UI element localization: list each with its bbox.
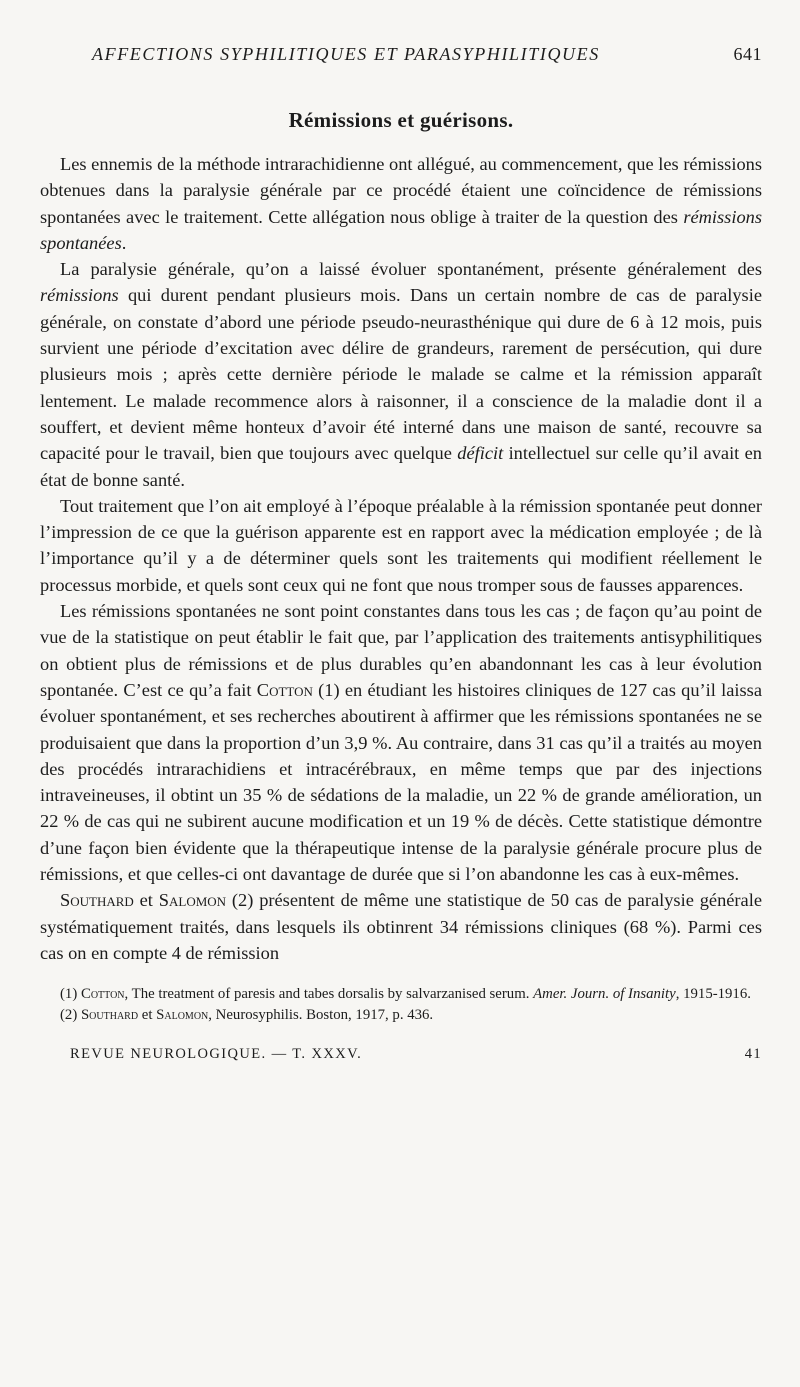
paragraph-2-emphasis-1: rémissions: [40, 285, 119, 306]
footnote-2: [40, 1005, 762, 1026]
paragraph-5: [40, 887, 762, 966]
paragraph-4: [40, 598, 762, 887]
section-title: Rémissions et guérisons.: [288, 108, 514, 132]
paragraph-4-text-a: Les rémissions spontanées ne sont point constantes dans tous les cas ; de façon qu’au point de vue de la statistique on peut établir le fait que, par l’application des traitements antisyphilitiques on obtient plus de rémissions et de plus durables qu’en abandonnant les cas à leur évolution spontanée. C’est ce qu’a fait: [40, 601, 762, 700]
author-southard: Southard: [60, 890, 134, 911]
paragraph-2-text-a: La paralysie générale, qu’on a laissé évoluer spontanément, présente généralement des: [60, 259, 762, 280]
footnote-2-author-1: Southard: [80, 1007, 139, 1024]
page-number: 641: [733, 44, 762, 64]
paragraph-1-text-b: .: [121, 232, 127, 253]
paragraph-5-text-a: et: [133, 890, 159, 911]
running-title: AFFECTIONS SYPHILITIQUES ET PARASYPHILITIQUES: [92, 44, 600, 64]
footnote-1-journal: Amer. Journ. of Insanity: [533, 986, 676, 1003]
footnotes: [40, 984, 762, 1026]
paragraph-3: Tout traitement que l’on ait employé à l’époque préalable à la rémission spontanée peut donner l’impression de ce que la guérison apparente est en rapport avec la médication employée ; de là l’importance qu’il y a de déterminer quels sont les traitements qui modifient réellement le processus morbide, et quels sont ceux qui ne font que nous tromper sous de fausses apparences.: [40, 495, 762, 595]
paragraph-1-text-a: Les ennemis de la méthode intrarachidienne ont allégué, au commencement, que les rémissions obtenues dans la paralysie générale par ce procédé étaient une coïncidence de rémissions spontanées avec le traitement. Cette allégation nous oblige à traiter de la question des: [40, 154, 762, 227]
footnote-1-author: Cotton: [80, 986, 125, 1003]
footnote-2-author-2: Salomon: [156, 1007, 209, 1024]
journal-footer: REVUE NEUROLOGIQUE. — T. XXXV.: [70, 1046, 363, 1063]
paragraph-2-emphasis-2: déficit: [457, 443, 504, 464]
paragraph-4-text-b: (1) en étudiant les histoires cliniques de 127 cas qu’il laissa évoluer spontanément, et ses recherches aboutirent à affirmer que les rémissions spontanées ne se produisaient que dans la proportion d’un 3,9 %. Au contraire, dans 31 cas qu’il a traités au moyen des procédés intrarachidiens et intracérébraux, en même temps que par des injections intraveineuses, il obtint un 35 % de sédations de la maladie, un 22 % de grande amélioration, un 22 % de cas qui ne subirent aucune modification et un 19 % de décès. Cette statistique démontre d’une façon bien évidente que la thérapeutique intense de la paralysie générale procure plus de rémissions, et que celles-ci ont davantage de durée que si l’on abandonne les cas à eux-mêmes.: [40, 679, 763, 885]
paragraph-1: [40, 151, 762, 256]
body-text: [40, 151, 762, 966]
footnote-1-marker: (1): [60, 986, 81, 1003]
running-head: [40, 44, 762, 84]
author-cotton: Cotton: [256, 679, 313, 700]
footnote-1-text-a: , The treatment of paresis and tabes dorsalis by salvarzanised serum.: [124, 986, 534, 1003]
paragraph-1-emphasis: rémissions spontanées: [40, 206, 762, 253]
paragraph-2: [40, 256, 762, 493]
footnote-1-text-b: , 1915-1916.: [675, 986, 751, 1003]
footnote-2-marker: (2): [60, 1007, 81, 1024]
paragraph-2-text-c: intellectuel sur celle qu’il avait en état de bonne santé.: [40, 443, 762, 490]
paragraph-2-text-b: qui durent pendant plusieurs mois. Dans un certain nombre de cas de paralysie générale, on constate d’abord une période pseudo-neurasthénique qui dure de 6 à 12 mois, puis survient une période d’excitation avec délire de grandeurs, rarement de persécution, qui dure plusieurs mois ; après cette dernière période le malade se calme et la rémission apparaît lentement. Le malade recommence alors à raisonner, il a conscience de la maladie dont il a souffert, et devient même honteux d’avoir été interné dans une maison de santé, recouvre sa capacité pour le travail, bien que toujours avec quelque: [40, 285, 762, 464]
author-salomon: Salomon: [158, 890, 227, 911]
page-footer: [40, 1046, 762, 1063]
paragraph-5-text-b: (2) présentent de même une statistique de 50 cas de paralysie générale systématiquement traités, dans lesquels ils obtinrent 34 rémissions cliniques (68 %). Parmi ces cas on en compte 4 de rémission: [40, 890, 762, 963]
signature-number: 41: [744, 1046, 762, 1063]
footnote-2-text-a: et: [138, 1007, 157, 1024]
footnote-2-text-b: , Neurosyphilis. Boston, 1917, p. 436.: [208, 1007, 434, 1024]
footnote-1: [40, 984, 762, 1005]
